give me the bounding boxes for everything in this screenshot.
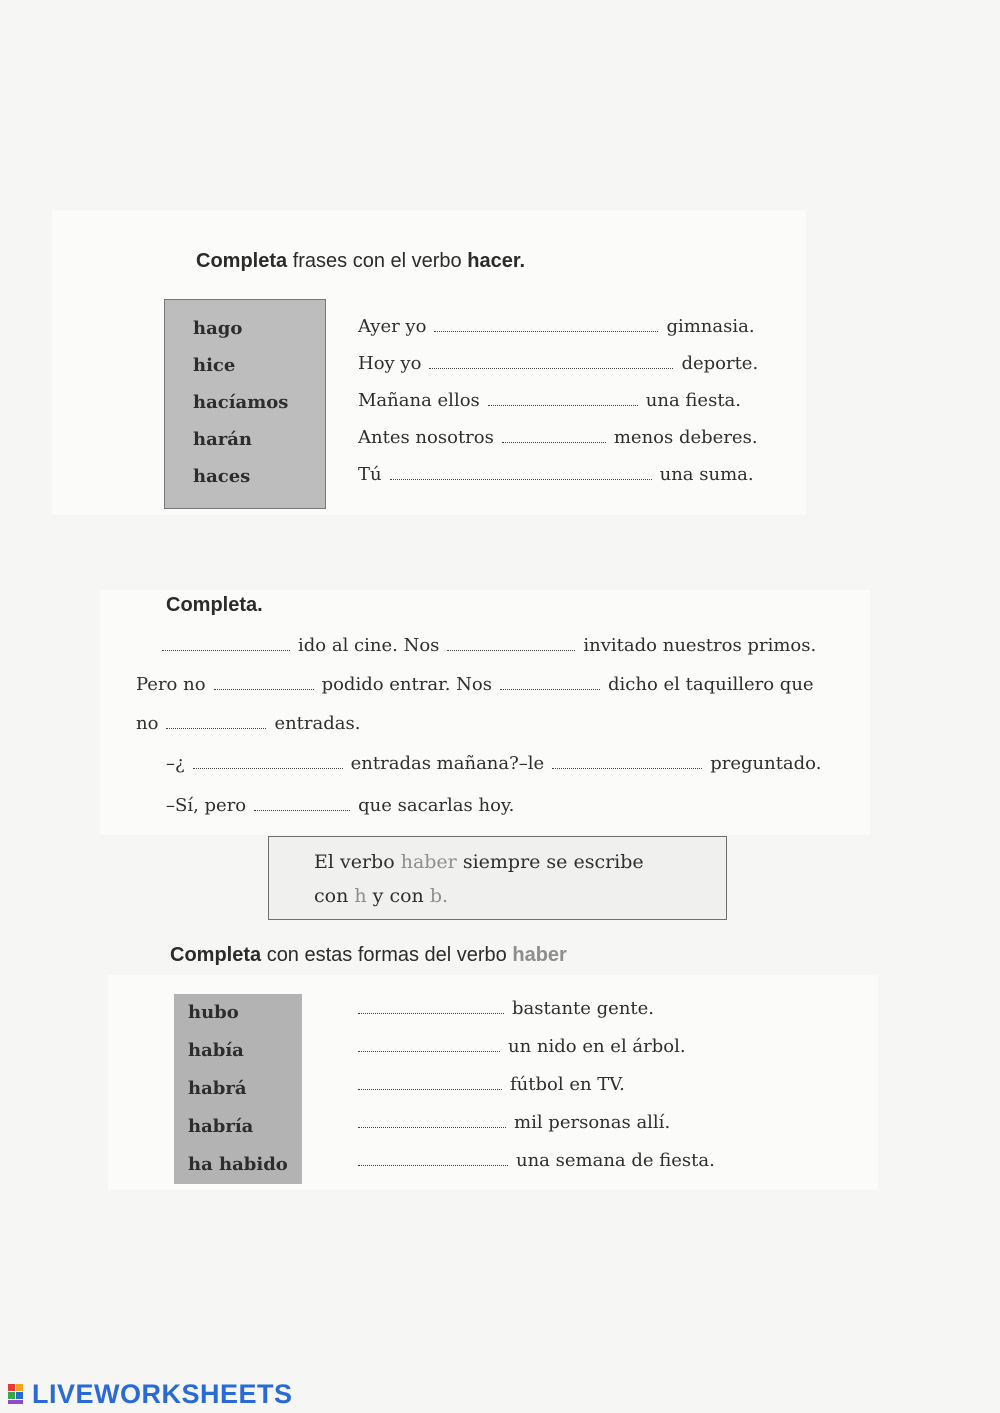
answer-blank[interactable] [358,1115,506,1128]
haber-sentence-5: una semana de fiesta. [358,1150,715,1171]
completa-line-2: Pero no podido entrar. Nos dicho el taquillero que [136,674,814,695]
word-bank-item: ha habido [188,1154,288,1175]
liveworksheets-logo-text: LIVEWORKSHEETS [32,1378,293,1409]
answer-blank[interactable] [162,638,290,651]
liveworksheets-logo-icon [8,1382,30,1406]
answer-blank[interactable] [214,677,314,690]
answer-blank[interactable] [358,1153,508,1166]
answer-blank[interactable] [193,756,343,769]
answer-blank[interactable] [429,356,673,369]
haber-sentence-4: mil personas allí. [358,1112,670,1133]
word-bank-item: harán [193,429,252,450]
liveworksheets-logo [8,1378,293,1410]
word-bank-item: habrá [188,1078,247,1099]
hacer-sentence-3: Mañana ellos una fiesta. [358,390,742,411]
completa-line-3: no entradas. [136,713,361,734]
answer-blank[interactable] [434,319,658,332]
answer-blank[interactable] [166,716,266,729]
answer-blank[interactable] [358,1039,500,1052]
word-bank-item: hice [193,355,236,376]
haber-sentence-1: bastante gente. [358,998,654,1019]
answer-blank[interactable] [552,756,702,769]
completa-line-1: ido al cine. Nos invitado nuestros primos. [162,635,816,656]
answer-blank[interactable] [447,638,575,651]
hacer-word-bank [164,299,326,509]
hacer-sentence-1: Ayer yo gimnasia. [358,316,755,337]
answer-blank[interactable] [502,430,606,443]
hacer-sentence-2: Hoy yo deporte. [358,353,759,374]
exercise-completa-title: Completa. [166,594,263,616]
word-bank-item: había [188,1040,244,1061]
answer-blank[interactable] [500,677,600,690]
word-bank-item: hago [193,318,243,339]
hacer-sentence-5: Tú una suma. [358,464,754,485]
haber-spelling-note [268,836,727,920]
hacer-sentence-4: Antes nosotros menos deberes. [358,427,758,448]
completa-line-5: –Sí, pero que sacarlas hoy. [166,795,515,816]
word-bank-item: haces [193,466,251,487]
note-line-2: con h y con b. [314,885,449,907]
answer-blank[interactable] [358,1077,502,1090]
exercise-hacer-title: Completa frases con el verbo hacer. [196,250,526,272]
haber-word-bank [174,994,302,1184]
haber-sentence-3: fútbol en TV. [358,1074,625,1095]
word-bank-item: habría [188,1116,254,1137]
answer-blank[interactable] [488,393,638,406]
note-line-1: El verbo haber siempre se escribe [314,851,644,873]
word-bank-item: hubo [188,1002,239,1023]
answer-blank[interactable] [358,1001,504,1014]
exercise-haber-title: Completa con estas formas del verbo haber [170,944,567,966]
word-bank-item: hacíamos [193,392,289,413]
answer-blank[interactable] [390,467,652,480]
haber-sentence-2: un nido en el árbol. [358,1036,686,1057]
completa-line-4: –¿ entradas mañana?–le preguntado. [166,753,822,774]
answer-blank[interactable] [254,798,350,811]
